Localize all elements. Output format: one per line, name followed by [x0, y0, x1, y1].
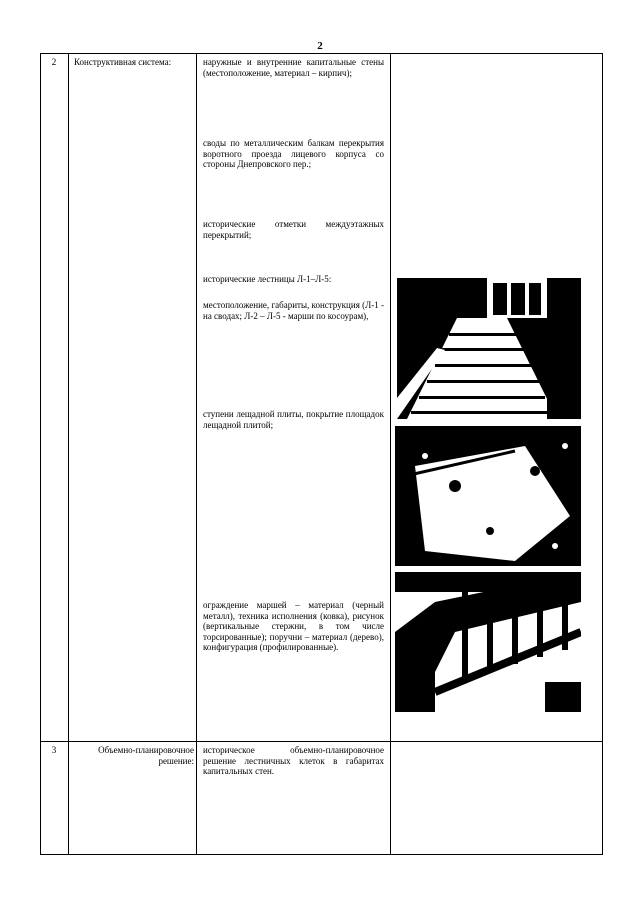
table-border-left — [40, 53, 41, 855]
stair-landing-photo — [395, 426, 581, 566]
planning-item-stairwells: историческое объемно-планировочное решение лестничных клеток в габаритах капитальных стен. — [203, 745, 384, 777]
railing-photo — [395, 572, 581, 712]
row-title: Объемно-планировочное решение: — [98, 745, 194, 766]
table-column-divider — [68, 53, 69, 855]
table-border-right — [602, 53, 603, 855]
table-column-divider — [196, 53, 197, 855]
structure-item-floor-marks: исторические отметки междуэтажных перекрытий; — [203, 219, 384, 240]
structure-item-walls: наружные и внутренние капитальные стены (местоположение, материал – кирпич); — [203, 57, 384, 78]
structure-item-vaults: своды по металлическим балкам перекрытия воротного проезда лицевого корпуса со стороны Днепровского пер.; — [203, 138, 384, 170]
structure-item-stairs: исторические лестницы Л-1–Л-5: — [203, 274, 332, 284]
table-row-divider — [40, 741, 603, 742]
row-title: Конструктивная система: — [74, 57, 172, 67]
table-column-divider — [390, 53, 391, 855]
staircase-photo — [397, 278, 581, 419]
row-number: 3 — [51, 745, 57, 755]
structure-item-railing: ограждение маршей – материал (черный металл), техника исполнения (ковка), рисунок (вертикальные стержни, в том числе торсированные); поручни – материал (дерево), конфигурация (профилированные). — [203, 600, 384, 653]
structure-item-stair-location: местоположение, габариты, конструкция (Л-1 - на сводах; Л-2 – Л-5 - марши по косоурам), — [203, 300, 384, 321]
page-number: 2 — [317, 40, 323, 52]
table-border-top — [40, 53, 603, 54]
table-border-bottom — [40, 854, 603, 855]
structure-item-steps: ступени лещадной плиты, покрытие площадок лещадной плитой; — [203, 409, 384, 430]
row-number: 2 — [51, 57, 57, 67]
